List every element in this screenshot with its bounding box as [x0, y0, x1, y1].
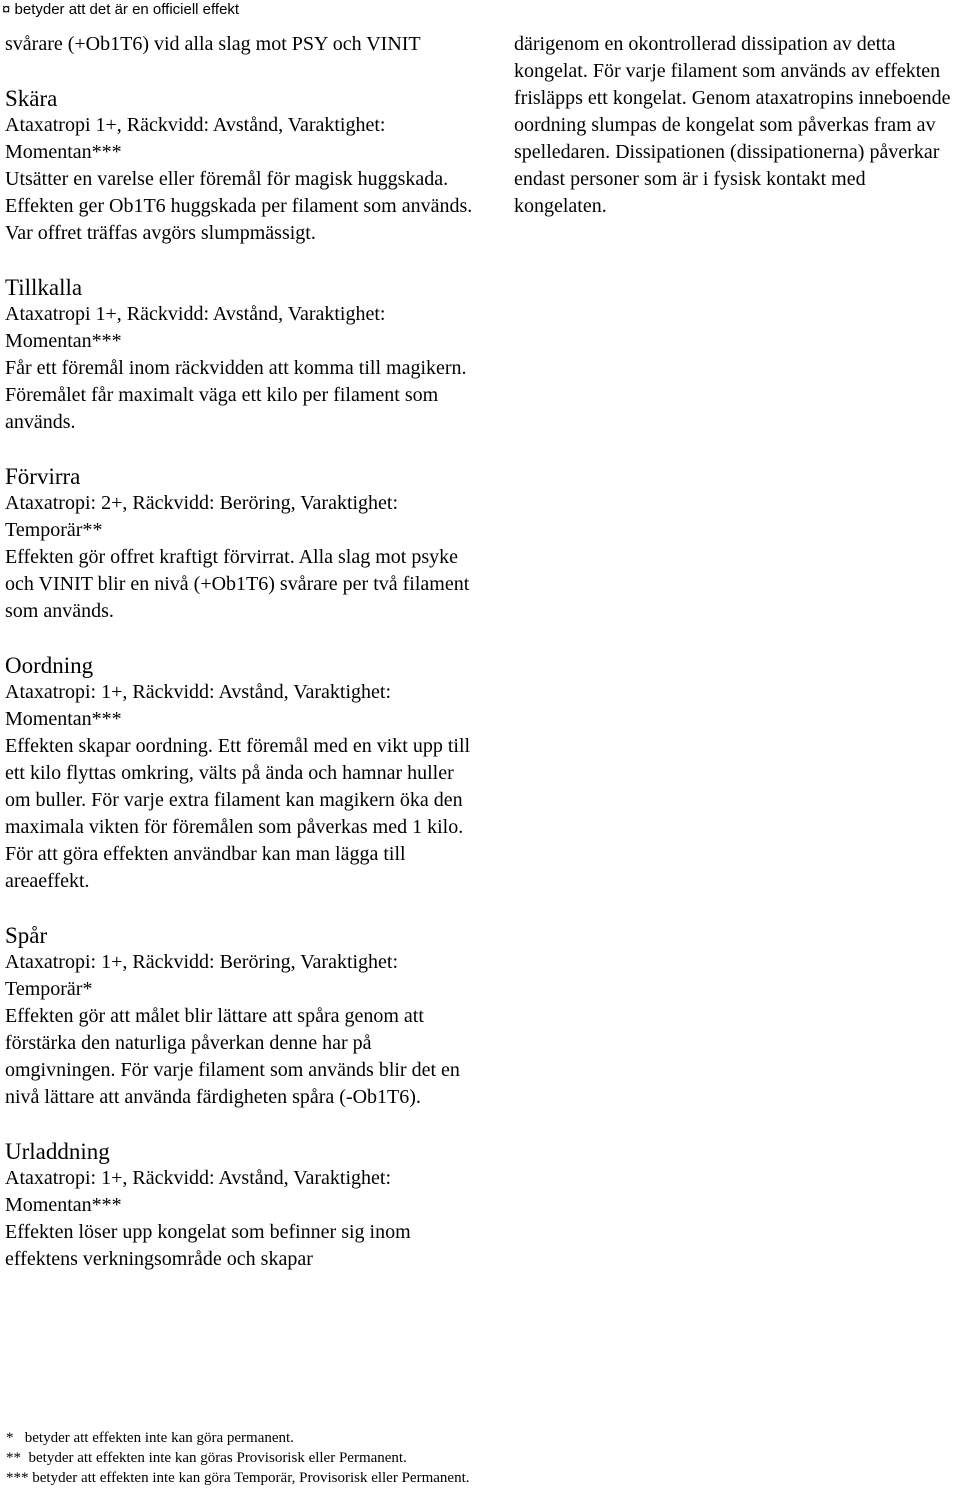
effect-description: Effekten gör att målet blir lättare att spåra genom att förstärka den naturliga påverkan denne har på omgivningen. För varje filament som används blir det en nivå lättare att använda färdigheten spåra (-Ob1T6). — [5, 1005, 460, 1108]
continuation-paragraph: därigenom en okontrollerad dissipation av detta kongelat. För varje filament som används av effekten frisläpps ett kongelat. Genom ataxatropins inneboende oordning slumpas de kongelat som påverkas fram av spelledaren. Dissipationen (dissipationerna) påverkar endast personer som är i fysisk kontakt med kongelaten. — [514, 33, 951, 217]
effect-forvirra — [5, 463, 475, 625]
effect-oordning — [5, 652, 475, 895]
effect-meta: Ataxatropi: 2+, Räckvidd: Beröring, Varaktighet: Temporär** — [5, 492, 399, 541]
effect-title: Förvirra — [5, 464, 81, 489]
footnote-double-star: ** betyder att effekten inte kan göras Provisorisk eller Permanent. — [6, 1450, 407, 1466]
effect-description: Effekten gör offret kraftigt förvirrat. Alla slag mot psyke och VINIT blir en nivå (+Ob1T6) svårare per två filament som används. — [5, 546, 470, 622]
effect-description: Effekten löser upp kongelat som befinner sig inom effektens verkningsområde och skapar — [5, 1221, 411, 1270]
intro-paragraph: svårare (+Ob1T6) vid alla slag mot PSY och VINIT — [5, 33, 421, 55]
effect-description: Utsätter en varelse eller föremål för magisk huggskada. Effekten ger Ob1T6 huggskada per filament som används. Var offret träffas avgörs slumpmässigt. — [5, 168, 473, 244]
effect-spar — [5, 922, 475, 1111]
footnotes — [6, 1428, 469, 1488]
effect-description: Effekten skapar oordning. Ett föremål med en vikt upp till ett kilo flyttas omkring, välts på ända och hamnar huller om buller. För varje extra filament kan magikern öka den maximala vikten för föremålen som påverkas med 1 kilo. För att göra effekten användbar kan man lägga till areaeffekt. — [5, 735, 471, 892]
effect-title: Tillkalla — [5, 275, 83, 300]
effect-meta: Ataxatropi 1+, Räckvidd: Avstånd, Varaktighet: Momentan*** — [5, 114, 386, 163]
effect-skara — [5, 85, 475, 247]
right-column — [514, 31, 958, 220]
effect-title: Skära — [5, 86, 58, 111]
footnote-single-star: * betyder att effekten inte kan göra permanent. — [6, 1430, 294, 1446]
effect-meta: Ataxatropi 1+, Räckvidd: Avstånd, Varaktighet: Momentan*** — [5, 303, 386, 352]
effect-title: Spår — [5, 923, 48, 948]
effect-meta: Ataxatropi: 1+, Räckvidd: Avstånd, Varaktighet: Momentan*** — [5, 681, 392, 730]
effect-tillkalla — [5, 274, 475, 436]
effect-meta: Ataxatropi: 1+, Räckvidd: Avstånd, Varaktighet: Momentan*** — [5, 1167, 392, 1216]
effect-description: Får ett föremål inom räckvidden att komma till magikern. Föremålet får maximalt väga ett kilo per filament som används. — [5, 357, 467, 433]
footnote-triple-star: *** betyder att effekten inte kan göra Temporär, Provisorisk eller Permanent. — [6, 1470, 470, 1486]
effect-title: Urladdning — [5, 1139, 110, 1164]
official-effect-note: ¤ betyder att det är en officiell effekt — [2, 1, 240, 18]
effect-urladdning — [5, 1138, 475, 1273]
effect-meta: Ataxatropi: 1+, Räckvidd: Beröring, Varaktighet: Temporär* — [5, 951, 399, 1000]
effect-title: Oordning — [5, 653, 94, 678]
left-column — [5, 31, 475, 1273]
